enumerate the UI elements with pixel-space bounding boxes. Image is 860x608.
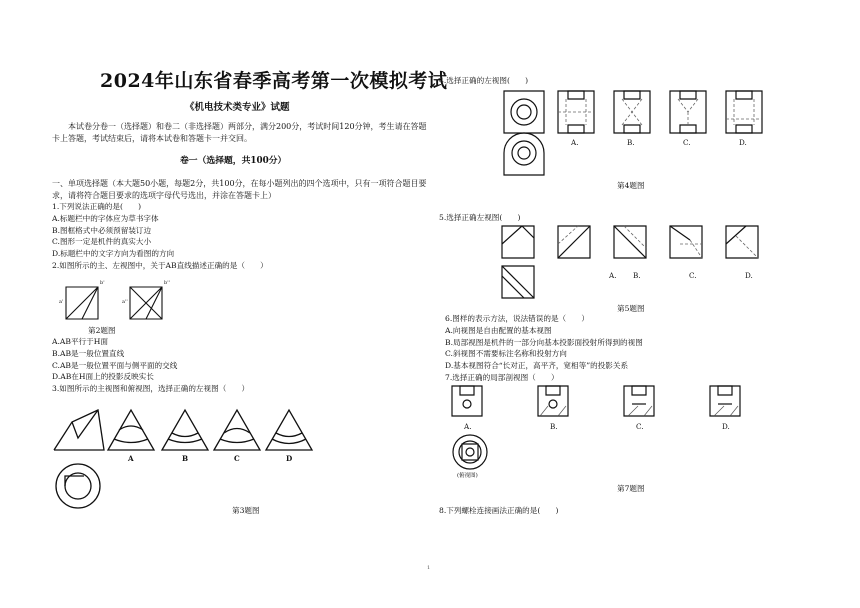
question-5-stem: 5.选择正确左视图( ) <box>439 213 521 222</box>
label-a-prime: a' <box>59 299 64 305</box>
question-6 <box>445 313 643 384</box>
question-7-figure <box>448 384 768 480</box>
question-2-stem: 2.如图所示的主、左视图中，关于AB直线描述正确的是（ ） <box>52 260 268 270</box>
part1-instruction: 一、单项选择题（本大题50小题，每题2分，共100分，在每小题列出的四个选项中，只有一项符合题目要求，请将符合题目要求的选项字母代号选出，并涂在答题卡上） <box>52 179 427 200</box>
question-4-figure <box>500 89 770 179</box>
question-3-stem: 3.如图所示的主视图和俯视图，选择正确的左视图（ ） <box>52 384 250 394</box>
question-5-caption: 第5题图 <box>617 304 645 313</box>
q4-label-d: D. <box>739 138 747 147</box>
label-b-double-prime: b'' <box>164 280 170 286</box>
question-5-figure <box>500 224 770 304</box>
q4-label-c: C. <box>683 138 691 147</box>
q5-label-b: B. <box>633 271 641 280</box>
question-6-option-a: A.向视图是自由配置的基本视图 <box>445 325 552 335</box>
question-1-option-d: D.标题栏中的文字方向为看图的方向 <box>52 249 175 259</box>
question-6-option-b: B.局部视图是机件的一部分向基本投影面投射所得到的视图 <box>445 337 643 347</box>
exam-title: 2024年山东省春季高考第一次模拟考试 <box>100 70 448 92</box>
page-number: 1 <box>427 565 431 571</box>
label-a-double-prime: a'' <box>122 299 128 305</box>
q4-label-b: B. <box>627 138 635 147</box>
q7-label-a: A. <box>464 422 472 431</box>
label-b-prime: b' <box>100 280 105 286</box>
question-6-option-d: D.基本视图符合“长对正，高平齐，宽相等”的投影关系 <box>445 361 629 371</box>
q5-label-a: A. <box>609 271 617 280</box>
question-2-figure <box>58 284 178 324</box>
question-6-option-c: C.斜视图不需要标注名称和投射方向 <box>445 349 567 359</box>
q3-label-c: C <box>234 454 240 463</box>
question-1-option-a: A.标题栏中的字体应为草书字体 <box>52 213 159 223</box>
question-2-options <box>52 336 249 395</box>
question-4-caption: 第4题图 <box>617 181 645 190</box>
question-2-option-a: A.AB平行于H面 <box>52 337 108 346</box>
q7-label-c: C. <box>636 422 644 431</box>
question-3-caption: 第3题图 <box>232 506 260 515</box>
q3-label-b: B <box>182 454 189 463</box>
question-2-option-d: D.AB在H面上的投影反映实长 <box>52 372 154 382</box>
q7-label-d: D. <box>722 422 730 431</box>
q4-label-a: A. <box>571 138 579 147</box>
q3-label-a: A <box>128 454 134 463</box>
section-title: 卷一（选择题，共100分） <box>180 156 287 166</box>
question-2-caption: 第2题图 <box>88 326 116 335</box>
q5-label-c: C. <box>689 271 697 280</box>
question-2-option-c: C.AB是一般位置平面与侧平面的交线 <box>52 360 178 370</box>
question-4-stem: 4.选择正确的左视图( ) <box>439 76 529 85</box>
question-7-caption: 第7题图 <box>617 484 645 493</box>
exam-subtitle: 《机电技术类专业》试题 <box>185 102 290 113</box>
q3-label-d: D <box>286 454 293 463</box>
q7-label-b: B. <box>550 422 558 431</box>
question-1-option-c: C.图形一定是机件的真实大小 <box>52 237 152 247</box>
question-6-stem: 6.图样的表示方法，说法错误的是（ ） <box>445 314 589 323</box>
q5-label-d: D. <box>745 271 753 280</box>
question-1-option-b: B.图框格式中必须预留装订边 <box>52 225 152 235</box>
question-7-stem: 7.选择正确的局部剖视图（ ） <box>445 372 559 382</box>
question-1-stem: 1.下列说法正确的是( ) <box>52 202 142 211</box>
exam-intro: 本试卷分卷一（选择题）和卷二（非选择题）两部分，满分200分，考试时间120分钟，考生请在答题卡上答题，考试结束后，请将本试卷和答题卡一并交回。 <box>52 122 427 143</box>
question-8-stem: 8.下列螺栓连接画法正确的是( ) <box>439 506 559 515</box>
q7-view-label: (俯视图) <box>457 473 478 479</box>
question-2-option-b: B.AB是一般位置直线 <box>52 348 125 358</box>
question-1 <box>52 201 268 272</box>
